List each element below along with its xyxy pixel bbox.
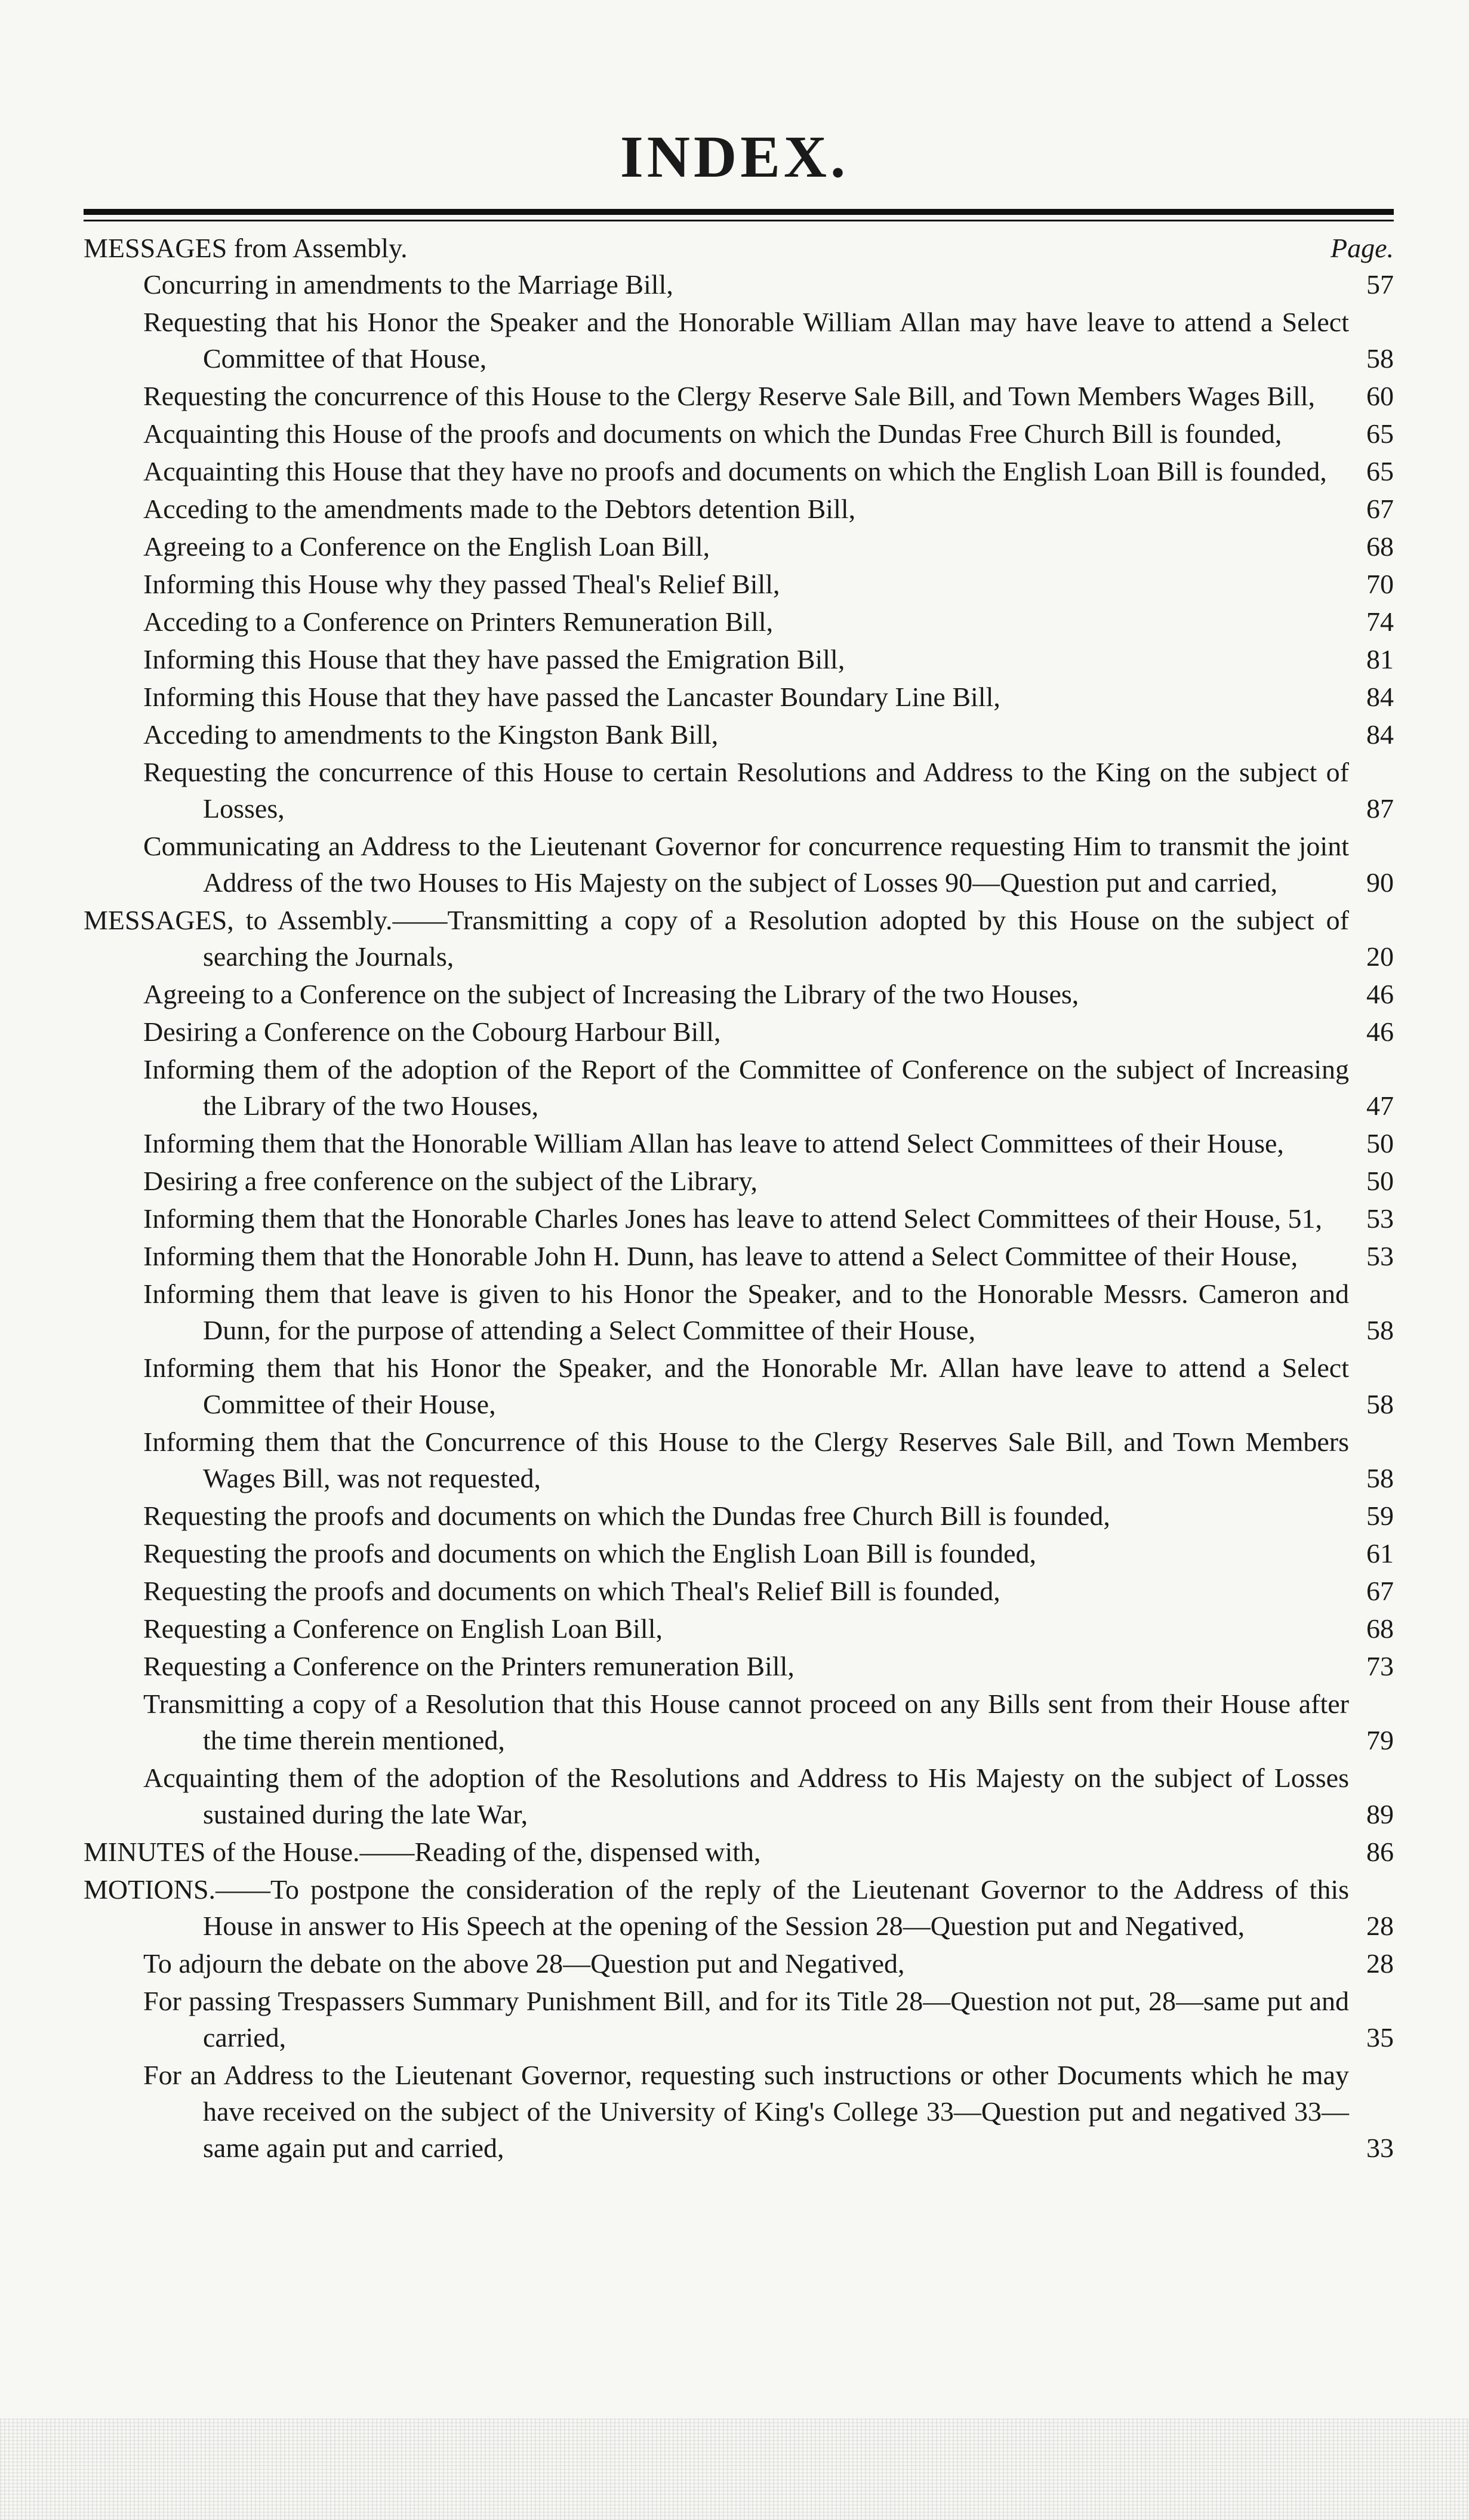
index-entry — [84, 1013, 1394, 1050]
entry-page-number: 57 — [1366, 269, 1394, 300]
entry-text: Acquainting this House that they have no proofs and documents on which the English Loan Bill is founded, — [143, 456, 1327, 486]
entry-page-number: 58 — [1366, 1389, 1394, 1419]
scan-noise — [0, 2419, 1469, 2520]
entry-page-number: 67 — [1366, 494, 1394, 524]
entry-page-number: 90 — [1366, 867, 1394, 898]
entry-text: Informing them that the Honorable Charles Jones has leave to attend Select Committees of their House, 51, — [143, 1203, 1322, 1234]
entry-page-number: 35 — [1366, 2022, 1394, 2053]
entry-page-number: 33 — [1366, 2133, 1394, 2163]
index-entries — [84, 266, 1394, 2166]
index-entry — [84, 1163, 1394, 1199]
entry-text: Requesting a Conference on the Printers remuneration Bill, — [143, 1651, 794, 1681]
entry-text: Informing them that leave is given to his Honor the Speaker, and to the Honorable Messrs. Cameron and Dunn, for the purpose of attending a Select Committee of their House, — [143, 1279, 1349, 1345]
entry-page-number: 74 — [1366, 606, 1394, 637]
entry-text: MESSAGES, to Assembly.——Transmitting a copy of a Resolution adopted by this House on the subject of searching the Journals, — [84, 905, 1349, 972]
entry-text: MINUTES of the House.——Reading of the, dispensed with, — [84, 1837, 761, 1867]
index-entry — [84, 716, 1394, 753]
index-entry — [84, 304, 1394, 377]
entry-page-number: 70 — [1366, 569, 1394, 599]
entry-text: Transmitting a copy of a Resolution that this House cannot proceed on any Bills sent from their House after the time therein mentioned, — [143, 1689, 1349, 1755]
entry-text: Requesting the proofs and documents on which Theal's Relief Bill is founded, — [143, 1576, 1000, 1606]
entry-text: Requesting the concurrence of this House to certain Resolutions and Address to the King on the subject of Losses, — [143, 757, 1349, 824]
entry-page-number: 84 — [1366, 719, 1394, 750]
entry-page-number: 46 — [1366, 1016, 1394, 1047]
page-title: INDEX. — [620, 124, 849, 190]
entry-page-number: 50 — [1366, 1128, 1394, 1159]
index-entry — [84, 1573, 1394, 1609]
page-column-header: Page. — [1330, 233, 1394, 263]
entry-page-number: 73 — [1366, 1651, 1394, 1681]
index-entry — [84, 754, 1394, 827]
entry-text: Informing them of the adoption of the Report of the Committee of Conference on the subject of Increasing the Library of the two Houses, — [143, 1054, 1349, 1121]
entry-text: Requesting that his Honor the Speaker and the Honorable William Allan may have leave to attend a Select Committee of that House, — [143, 307, 1349, 374]
index-entry — [84, 378, 1394, 414]
index-entry — [84, 1871, 1394, 1944]
entry-text: Informing them that the Honorable William Allan has leave to attend Select Committees of their House, — [143, 1128, 1284, 1159]
index-entry — [84, 1498, 1394, 1534]
entry-text: Informing this House why they passed Theal's Relief Bill, — [143, 569, 780, 599]
index-entry — [84, 1051, 1394, 1124]
entry-text: Acceding to a Conference on Printers Remuneration Bill, — [143, 606, 774, 637]
entry-page-number: 60 — [1366, 381, 1394, 411]
entry-text: Agreeing to a Conference on the subject of Increasing the Library of the two Houses, — [143, 979, 1079, 1009]
index-entry — [84, 1686, 1394, 1758]
entry-text: Requesting a Conference on English Loan Bill, — [143, 1613, 663, 1644]
entry-text: Acquainting them of the adoption of the Resolutions and Address to His Majesty on the subject of Losses sustained during the late War, — [143, 1763, 1349, 1829]
entry-page-number: 87 — [1366, 793, 1394, 824]
entry-text: Informing them that the Honorable John H. Dunn, has leave to attend a Select Committee of their House, — [143, 1241, 1298, 1271]
entry-page-number: 58 — [1366, 1463, 1394, 1493]
entry-text: Acceding to amendments to the Kingston Bank Bill, — [143, 719, 719, 750]
entry-page-number: 28 — [1366, 1948, 1394, 1979]
index-entry — [84, 1125, 1394, 1162]
entry-text: Agreeing to a Conference on the English Loan Bill, — [143, 531, 710, 562]
section-heading-row — [84, 230, 1394, 266]
index-entry — [84, 976, 1394, 1012]
entry-text: To adjourn the debate on the above 28—Question put and Negatived, — [143, 1948, 905, 1979]
index-entry — [84, 491, 1394, 527]
index-entry — [84, 1276, 1394, 1348]
index-entry — [84, 415, 1394, 452]
entry-text: Requesting the concurrence of this House to the Clergy Reserve Sale Bill, and Town Members Wages Bill, — [143, 381, 1316, 411]
entry-page-number: 61 — [1366, 1538, 1394, 1569]
entry-page-number: 86 — [1366, 1837, 1394, 1867]
entry-page-number: 46 — [1366, 979, 1394, 1009]
entry-page-number: 59 — [1366, 1501, 1394, 1531]
entry-text: Informing them that his Honor the Speaker, and the Honorable Mr. Allan have leave to attend a Select Committee of their House, — [143, 1353, 1349, 1419]
entry-page-number: 81 — [1366, 644, 1394, 674]
index-entry — [84, 1610, 1394, 1647]
entry-page-number: 53 — [1366, 1203, 1394, 1234]
entry-page-number: 47 — [1366, 1090, 1394, 1121]
entry-page-number: 84 — [1366, 682, 1394, 712]
index-entry — [84, 1200, 1394, 1237]
index-entry — [84, 679, 1394, 715]
entry-page-number: 20 — [1366, 941, 1394, 972]
index-entry — [84, 1760, 1394, 1832]
entry-text: Concurring in amendments to the Marriage Bill, — [143, 269, 673, 300]
index-entry — [84, 1424, 1394, 1496]
entry-text: Informing this House that they have passed the Lancaster Boundary Line Bill, — [143, 682, 1000, 712]
index-entry — [84, 1238, 1394, 1274]
entry-text: Communicating an Address to the Lieutenant Governor for concurrence requesting Him to transmit the joint Address of the two Houses to His Majesty on the subject of Losses 90—Question put and carried, — [143, 831, 1349, 898]
entry-text: Requesting the proofs and documents on which the English Loan Bill is founded, — [143, 1538, 1037, 1569]
entry-page-number: 58 — [1366, 1315, 1394, 1345]
entry-text: Informing them that the Concurrence of this House to the Clergy Reserves Sale Bill, and Town Members Wages Bill, was not requested, — [143, 1427, 1349, 1493]
index-entry — [84, 828, 1394, 901]
index-entry — [84, 1648, 1394, 1684]
index-entry — [84, 266, 1394, 303]
entry-text: Acquainting this House of the proofs and documents on which the Dundas Free Church Bill is founded, — [143, 418, 1282, 449]
index-entry — [84, 902, 1394, 975]
entry-page-number: 68 — [1366, 531, 1394, 562]
entry-page-number: 67 — [1366, 1576, 1394, 1606]
entry-page-number: 58 — [1366, 343, 1394, 374]
index-entry — [84, 1983, 1394, 2056]
index-entry — [84, 2057, 1394, 2166]
entry-page-number: 50 — [1366, 1166, 1394, 1196]
entry-text: Desiring a Conference on the Cobourg Harbour Bill, — [143, 1016, 721, 1047]
entry-text: Acceding to the amendments made to the Debtors detention Bill, — [143, 494, 856, 524]
index-entry — [84, 1834, 1394, 1870]
entry-page-number: 28 — [1366, 1911, 1394, 1941]
entry-text: MOTIONS.——To postpone the consideration of the reply of the Lieutenant Governor to the Address of this House in answer to His Speech at the opening of the Session 28—Question put and Negatived, — [84, 1874, 1349, 1941]
entry-page-number: 65 — [1366, 456, 1394, 486]
index-entry — [84, 603, 1394, 640]
entry-text: Informing this House that they have passed the Emigration Bill, — [143, 644, 845, 674]
index-body — [84, 230, 1394, 2167]
entry-text: Requesting the proofs and documents on which the Dundas free Church Bill is founded, — [143, 1501, 1110, 1531]
index-entry — [84, 641, 1394, 677]
entry-page-number: 89 — [1366, 1799, 1394, 1829]
entry-page-number: 65 — [1366, 418, 1394, 449]
entry-text: For passing Trespassers Summary Punishment Bill, and for its Title 28—Question not put, 28—same put and carried, — [143, 1986, 1349, 2053]
index-entry — [84, 1535, 1394, 1572]
title-rule-thick — [84, 209, 1394, 215]
index-entry — [84, 1350, 1394, 1422]
index-entry — [84, 566, 1394, 602]
index-entry — [84, 1945, 1394, 1982]
index-entry — [84, 453, 1394, 489]
entry-page-number: 68 — [1366, 1613, 1394, 1644]
title-rule-thin — [84, 220, 1394, 221]
section-heading: MESSAGES from Assembly. — [84, 233, 408, 263]
entry-page-number: 79 — [1366, 1725, 1394, 1755]
entry-text: Desiring a free conference on the subject of the Library, — [143, 1166, 757, 1196]
index-entry — [84, 528, 1394, 565]
entry-text: For an Address to the Lieutenant Governor, requesting such instructions or other Documents which he may have received on the subject of the University of King's College 33—Question put and negatived 33—same again put and carried, — [143, 2060, 1349, 2163]
entry-page-number: 53 — [1366, 1241, 1394, 1271]
